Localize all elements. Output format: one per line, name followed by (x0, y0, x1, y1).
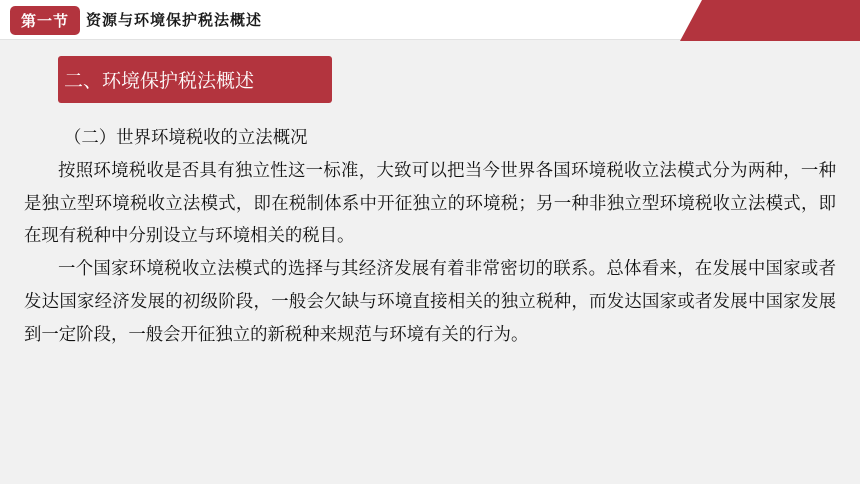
header-title: 资源与环境保护税法概述 (86, 11, 263, 29)
paragraph-1: 按照环境税收是否具有独立性这一标准，大致可以把当今世界各国环境税收立法模式分为两种，一种是独立型环境税收立法模式，即在税制体系中开征独立的环境税；另一种非独立型环境税收立法模式，即在现有税种中分别设立与环境相关的税目。 (24, 160, 836, 247)
subsection-title-box (58, 56, 332, 103)
paragraph-2: 一个国家环境税收立法模式的选择与其经济发展有着非常密切的联系。总体看来，在发展中国家或者发达国家经济发展的初级阶段，一般会欠缺与环境直接相关的独立税种，而发达国家或者发展中国家发展到一定阶段，一般会开征独立的新税种来规范与环境有关的行为。 (24, 259, 836, 345)
subsection-title: 二、环境保护税法概述 (64, 70, 255, 92)
content-subheading: （二）世界环境税收的立法概况 (64, 128, 308, 148)
content-body (24, 122, 836, 352)
section-badge: 第一节 (10, 6, 80, 35)
header-accent-shape (680, 0, 860, 41)
